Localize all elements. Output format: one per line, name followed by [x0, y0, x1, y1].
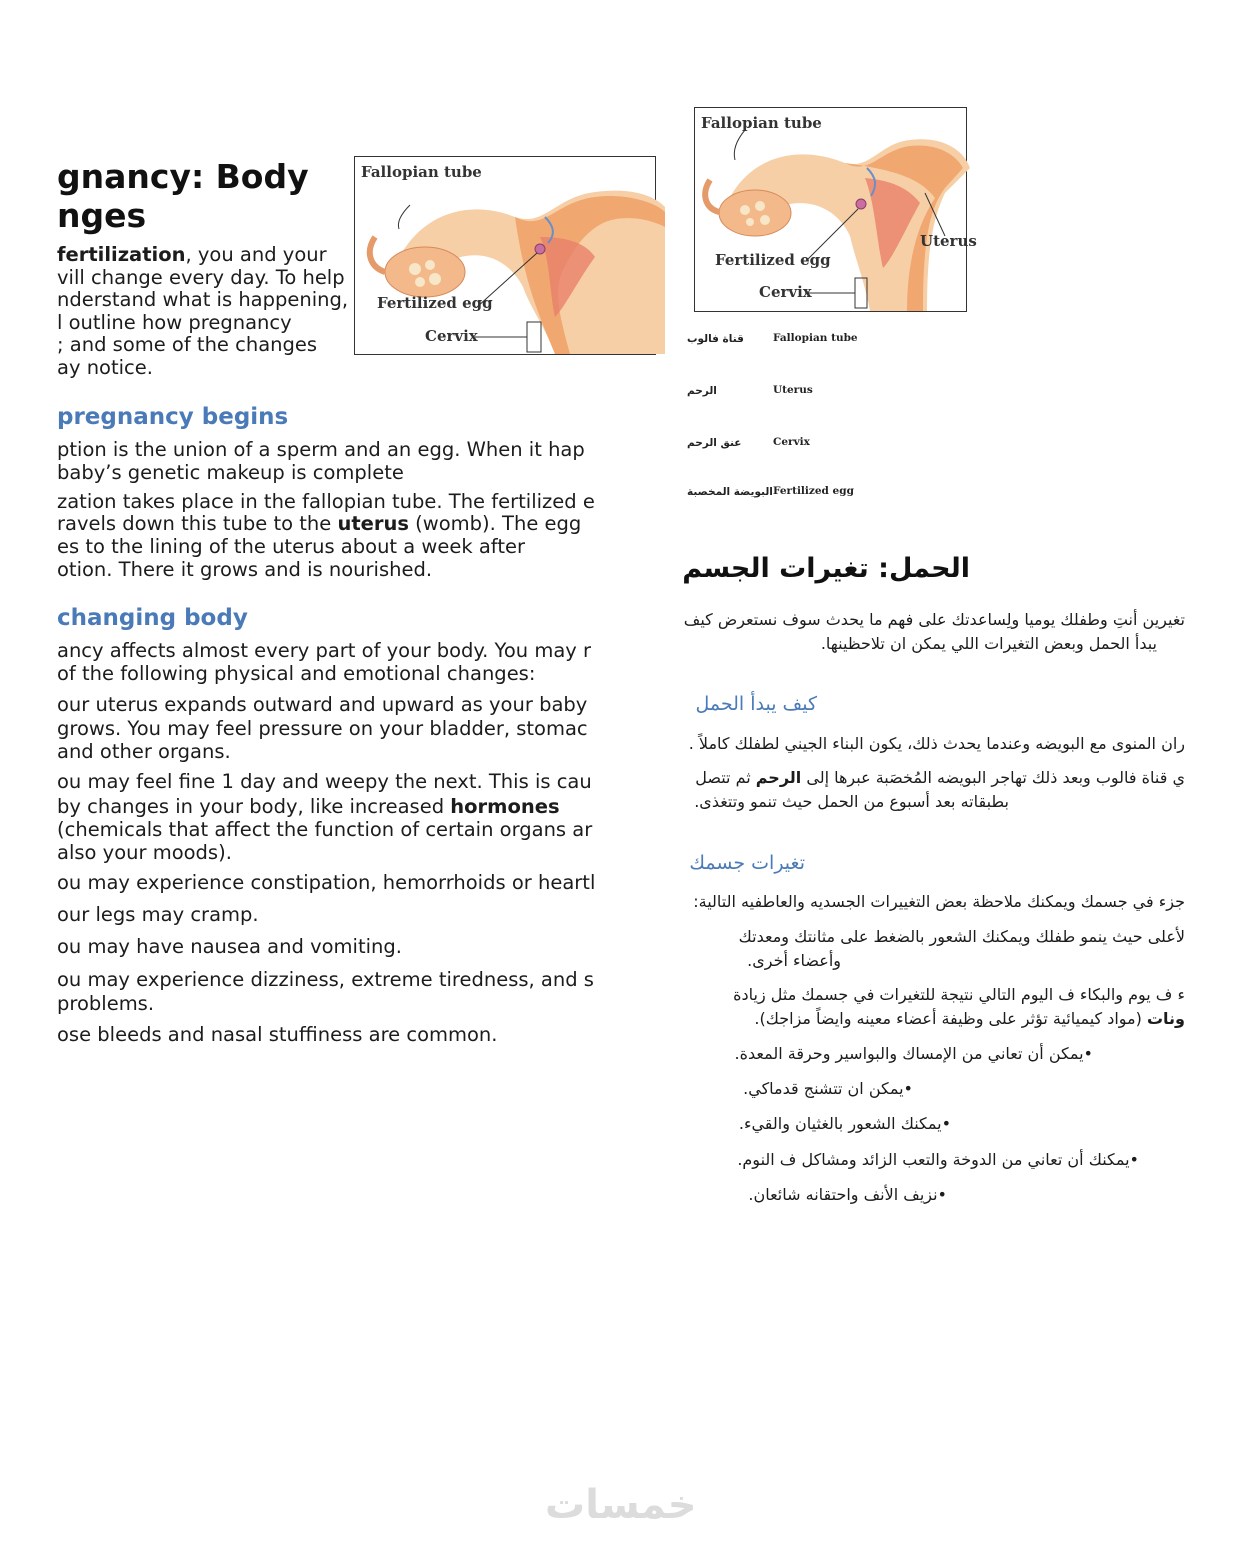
bullet-line: ou may experience dizziness, extreme tiredness, and s [57, 968, 594, 991]
arabic-section1-line: بطبقاته بعد أسبوع من الحمل حيث تنمو وتتغذى. [694, 792, 1009, 811]
arabic-bullet-line: لأعلى حيث ينمو طفلك ويمكنك الشعور بالضغط على مثانتك ومعدتك [738, 927, 1185, 946]
section1-line: baby’s genetic makeup is complete [57, 461, 404, 484]
section1-line: ravels down this tube to the uterus (womb). The egg [57, 512, 582, 535]
intro-line: nderstand what is happening, [57, 288, 349, 311]
label-cervix: Cervix [759, 283, 812, 301]
glossary-ar: قناة فالوب [687, 333, 744, 345]
arabic-heading-pregnancy-begins: كيف يبدأ الحمل [695, 693, 817, 715]
bullet-line: grows. You may feel pressure on your bladder, stomac [57, 717, 588, 740]
intro-line: vill change every day. To help [57, 266, 345, 289]
bullet-line: our legs may cramp. [57, 903, 259, 926]
glossary-ar: البويضة المخصبة [687, 486, 773, 498]
uterus-diagram-right [694, 107, 977, 312]
arabic-title: الحمل: تغيرات الجسم [682, 553, 970, 584]
glossary-en: Fallopian tube [773, 332, 858, 344]
bullet-line: and other organs. [57, 740, 231, 763]
watermark-logo: خمسات [545, 1482, 697, 1528]
bullet-line: ose bleeds and nasal stuffiness are common. [57, 1023, 498, 1046]
uterus-illustration [695, 108, 966, 311]
arabic-heading-changing-body: تغيرات جسمك [689, 852, 805, 874]
section1-line: ption is the union of a sperm and an egg. When it hap [57, 438, 585, 461]
uterus-diagram-left [354, 156, 656, 355]
label-uterus: Uterus [920, 232, 977, 250]
english-title-line2: nges [57, 196, 147, 235]
section-heading-pregnancy-begins: pregnancy begins [57, 404, 289, 430]
section1-line: otion. There it grows and is nourished. [57, 558, 433, 581]
bullet-line: (chemicals that affect the function of certain organs ar [57, 818, 593, 841]
section2-line: ancy affects almost every part of your body. You may r [57, 639, 592, 662]
arabic-column [682, 553, 1185, 1215]
arabic-section1-line: ران المنوى مع البويضه وعندما يحدث ذلك، يكون البناء الجيني لطفلك كاملاً . [688, 734, 1185, 753]
arabic-section1-line: ي قناة فالوب وبعد ذلك تهاجر البويضه المُخصَبة عبرها إلى الرحم ثم تتصل [695, 768, 1185, 787]
arabic-bullet-line: •يمكن أن تعاني من الإمساك والبواسير وحرقة المعدة. [734, 1044, 1093, 1063]
intro-line: ay notice. [57, 356, 153, 379]
label-fallopian-tube: Fallopian tube [701, 114, 822, 132]
arabic-intro-line: يبدأ الحمل وبعض التغيرات اللي يمكن ان تلاحظينها. [820, 634, 1157, 653]
arabic-bullet-line: •يمكن ان تتشنج قدماكي. [743, 1079, 913, 1098]
bullet-line: ou may experience constipation, hemorrhoids or heartl [57, 871, 596, 894]
bullet-line: problems. [57, 992, 155, 1015]
label-fallopian-tube: Fallopian tube [361, 163, 482, 181]
intro-line: ; and some of the changes [57, 333, 318, 356]
english-title-line1: gnancy: Body [57, 157, 309, 196]
bullet-line: by changes in your body, like increased hormones [57, 795, 560, 818]
glossary-en: Cervix [773, 436, 810, 448]
arabic-bullet-line: •نزيف الأنف واحتقانه شائعان. [748, 1185, 947, 1204]
section-heading-changing-body: changing body [57, 605, 248, 631]
bullet-line: our uterus expands outward and upward as your baby [57, 693, 588, 716]
label-cervix: Cervix [425, 327, 478, 345]
arabic-bullet-line: •يمكنك الشعور بالغثيان والقيء. [738, 1114, 951, 1133]
english-column [57, 140, 596, 1070]
glossary-ar: الرحم [687, 385, 717, 397]
arabic-bullet-line: وأعضاء أخرى. [747, 951, 841, 970]
arabic-section2-intro: جزء في جسمك ويمكنك ملاحظة بعض التغييرات الجسديه والعاطفيه التالية: [693, 892, 1185, 911]
glossary-en: Fertilized egg [773, 485, 854, 497]
bullet-line: also your moods). [57, 841, 232, 864]
label-fertilized-egg: Fertilized egg [715, 251, 831, 269]
section2-line: of the following physical and emotional changes: [57, 662, 536, 685]
arabic-bullet-line: ء ف يوم والبكاء ف اليوم التالي نتيجة للتغيرات في جسمك مثل زيادة [733, 985, 1185, 1004]
intro-line: l outline how pregnancy [57, 311, 292, 334]
bullet-line: ou may feel fine 1 day and weepy the next. This is cau [57, 770, 592, 793]
label-fertilized-egg: Fertilized egg [377, 294, 493, 312]
arabic-bullet-line: ونات (مواد كيميائية تؤثر على وظيفة أعضاء معينه وايضاً مزاجك). [754, 1009, 1185, 1028]
intro-line: fertilization, you and your [57, 243, 327, 266]
glossary-en: Uterus [773, 384, 813, 396]
uterus-illustration [355, 157, 655, 354]
arabic-intro-line: تغيرين أنتِ وطفلك يوميا ولِساعدتك على فهم ما يحدث سوف نستعرض كيف [683, 610, 1185, 629]
glossary-ar: عنق الرحم [687, 437, 742, 449]
arabic-bullet-line: •يمكنك أن تعاني من الدوخة والتعب الزائد ومشاكل ف النوم. [737, 1150, 1139, 1169]
section1-line: es to the lining of the uterus about a week after [57, 535, 525, 558]
bullet-line: ou may have nausea and vomiting. [57, 935, 402, 958]
section1-line: zation takes place in the fallopian tube. The fertilized e [57, 490, 595, 513]
